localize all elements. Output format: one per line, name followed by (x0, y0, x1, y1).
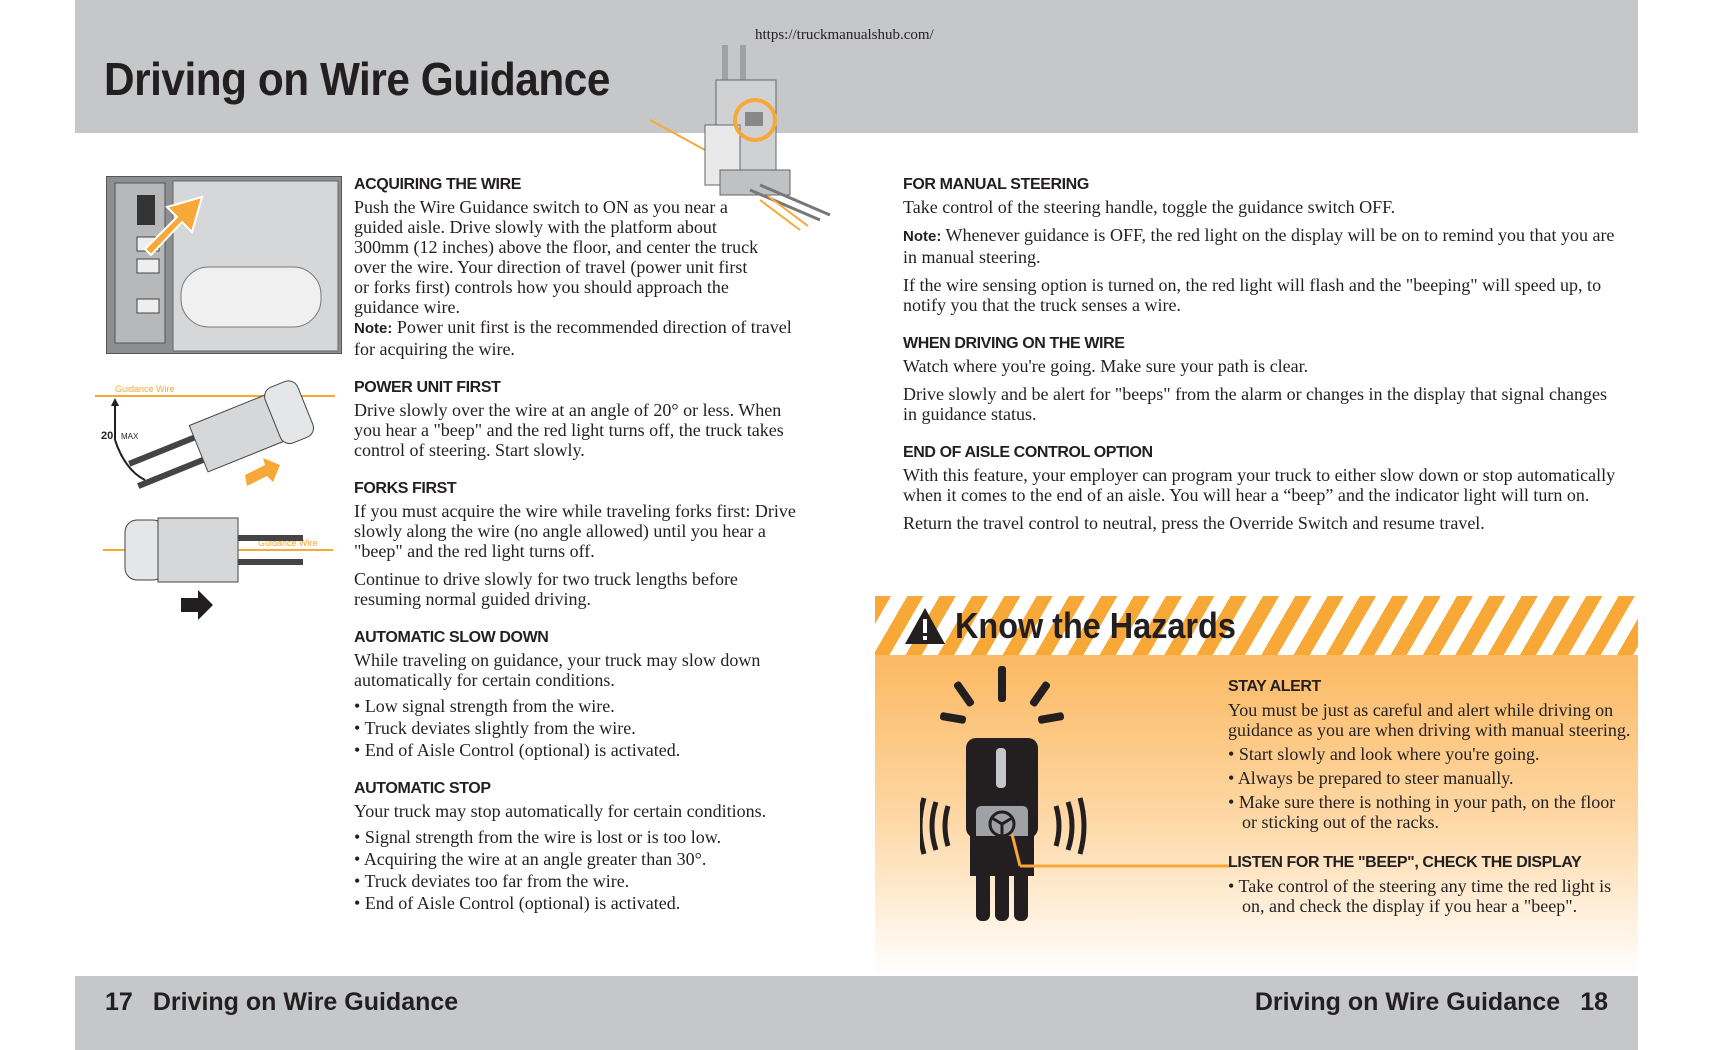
end-of-aisle-body-2: Return the travel control to neutral, press the Override Switch and resume travel. (903, 513, 1485, 533)
source-url[interactable]: https://truckmanualshub.com/ (755, 27, 934, 43)
listen-list (1228, 876, 1618, 916)
forks-first-body-2: Continue to drive slowly for two truck lengths before resuming normal guided driving. (354, 569, 738, 609)
footer-left-title: Driving on Wire Guidance (152, 988, 459, 1016)
right-margin (1635, 0, 1710, 1050)
switch-photo-drawing (107, 177, 342, 354)
left-margin (0, 0, 75, 1050)
footer-right-title: Driving on Wire Guidance (1254, 988, 1561, 1016)
section-driving-on-wire (903, 335, 1623, 424)
footer-right (1255, 988, 1608, 1017)
list-item: • Truck deviates too far from the wire. (354, 871, 804, 891)
list-item: • Always be prepared to steer manually. (1228, 768, 1618, 788)
on-wire-body-2: Drive slowly and be alert for "beeps" from the alarm or changes in the display that signal changes in guidance status. (903, 384, 1607, 424)
max-label: MAX (121, 432, 139, 441)
list-item: • Make sure there is nothing in your path, on the floor or sticking out of the racks. (1228, 792, 1618, 832)
hazard-text (1228, 678, 1631, 920)
auto-stop-list (354, 827, 804, 913)
end-of-aisle-body-1: With this feature, your employer can program your truck to either slow down or stop automatically when it comes to the end of an aisle. You will hear a “beep” and the indicator light will turn on. (903, 465, 1616, 505)
acquiring-heading: ACQUIRING THE WIRE (354, 176, 522, 193)
list-item: • Acquiring the wire at an angle greater than 30°. (354, 849, 804, 869)
beeping-steering-handle-icon (920, 666, 1240, 936)
page-number-left: 17 (105, 988, 133, 1016)
section-power-unit-first (354, 379, 804, 460)
forks-first-diagram (103, 510, 333, 630)
hazard-title: Know the Hazards (955, 605, 1236, 646)
manual-spread (75, 0, 1638, 1050)
acquiring-note (354, 317, 804, 359)
list-item: • End of Aisle Control (optional) is activated. (354, 893, 804, 913)
list-item: • Signal strength from the wire is lost or is too low. (354, 827, 804, 847)
auto-stop-heading: AUTOMATIC STOP (354, 780, 491, 797)
stay-alert-body: You must be just as careful and alert while driving on guidance as you are when driving with manual steering. (1228, 700, 1631, 740)
power-unit-first-heading: POWER UNIT FIRST (354, 379, 501, 396)
guidance-wire-label-2: Guidance Wire (258, 538, 318, 548)
list-item: • Take control of the steering any time the red light is on, and check the display if you hear a "beep". (1228, 876, 1618, 916)
section-automatic-stop (354, 780, 804, 913)
listen-heading: LISTEN FOR THE "BEEP", CHECK THE DISPLAY (1228, 854, 1582, 871)
list-item: • End of Aisle Control (optional) is activated. (354, 740, 804, 760)
page-title: Driving on Wire Guidance (104, 53, 610, 105)
auto-slow-list (354, 696, 804, 760)
power-unit-first-diagram (95, 380, 335, 500)
auto-stop-body: Your truck may stop automatically for certain conditions. (354, 801, 767, 821)
manual-steering-note-text: Whenever guidance is OFF, the red light on the display will be on to remind you that you are in manual steering. (903, 225, 1615, 267)
manual-steering-body: Take control of the steering handle, toggle the guidance switch OFF. (903, 197, 1396, 217)
warning-triangle-icon (903, 606, 947, 646)
right-column (903, 176, 1623, 553)
stay-alert-list (1228, 744, 1618, 832)
note-label: Note: (903, 228, 942, 245)
guidance-wire-label: Guidance Wire (115, 384, 175, 394)
left-column (354, 176, 804, 933)
footer-left (105, 988, 458, 1017)
on-wire-body-1: Watch where you're going. Make sure your path is clear. (903, 356, 1309, 376)
guidance-switch-photo (106, 176, 342, 354)
section-manual-steering (903, 176, 1623, 315)
forks-first-heading: FORKS FIRST (354, 480, 457, 497)
auto-slow-heading: AUTOMATIC SLOW DOWN (354, 629, 549, 646)
note-label: Note: (354, 320, 393, 337)
angle-label: 20 (101, 430, 114, 442)
know-the-hazards-panel (875, 596, 1638, 976)
acquiring-note-text: Power unit first is the recommended direction of travel for acquiring the wire. (354, 317, 792, 359)
page-number-right: 18 (1580, 988, 1608, 1016)
manual-steering-note (903, 225, 1623, 267)
end-of-aisle-heading: END OF AISLE CONTROL OPTION (903, 444, 1153, 461)
manual-steering-heading: FOR MANUAL STEERING (903, 176, 1089, 193)
stay-alert-heading: STAY ALERT (1228, 678, 1321, 695)
section-forks-first (354, 480, 804, 609)
list-item: • Start slowly and look where you're going. (1228, 744, 1618, 764)
forks-first-body-1: If you must acquire the wire while traveling forks first: Drive slowly along the wire (no angle allowed) until you hear a "beep" and the red light turns off. (354, 501, 796, 561)
auto-slow-body: While traveling on guidance, your truck may slow down automatically for certain conditions. (354, 650, 761, 690)
power-unit-first-body: Drive slowly over the wire at an angle of 20° or less. When you hear a "beep" and the red light turns off, the truck takes control of steering. Start slowly. (354, 400, 784, 460)
list-item: • Truck deviates slightly from the wire. (354, 718, 804, 738)
manual-steering-body-2: If the wire sensing option is turned on, the red light will flash and the "beeping" will speed up, to notify you that the truck senses a wire. (903, 275, 1602, 315)
on-wire-heading: WHEN DRIVING ON THE WIRE (903, 335, 1125, 352)
section-automatic-slow-down (354, 629, 804, 760)
acquiring-body: Push the Wire Guidance switch to ON as you near a guided aisle. Drive slowly with the platform about 300mm (12 inches) above the floor, and center the truck over the wire. Your direction of travel (power unit first or forks first) controls how you should approach the guidance wire. (354, 197, 759, 317)
list-item: • Low signal strength from the wire. (354, 696, 804, 716)
section-end-of-aisle (903, 444, 1623, 533)
section-acquiring-wire (354, 176, 804, 359)
